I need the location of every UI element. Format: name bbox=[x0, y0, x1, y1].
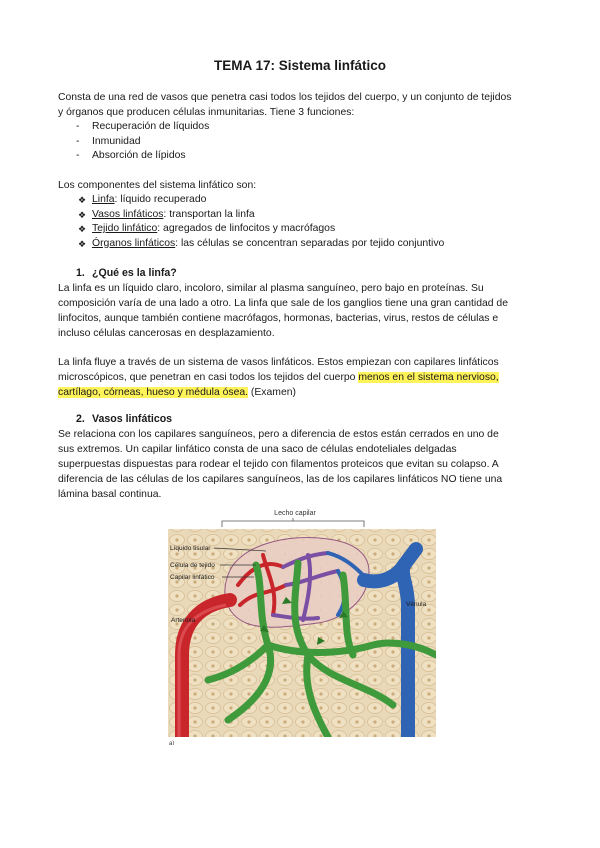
section-number: 1. bbox=[76, 267, 85, 279]
section-number: 2. bbox=[76, 413, 85, 425]
dash-marker: - bbox=[76, 150, 80, 161]
list-item-text: Inmunidad bbox=[92, 135, 141, 147]
figure-footer-area bbox=[168, 737, 436, 745]
diamond-bullet-icon: ❖ bbox=[78, 224, 87, 234]
components-list bbox=[58, 193, 444, 251]
paragraph-line bbox=[58, 385, 542, 400]
diamond-bullet-icon: ❖ bbox=[78, 195, 87, 205]
vessels-paragraph bbox=[58, 427, 542, 502]
intro-line: Consta de una red de vasos que penetra casi todos los tejidos del cuerpo, y un conjunto de tejidos bbox=[58, 92, 512, 103]
paragraph-line: lámina basal continua. bbox=[58, 489, 162, 500]
component-desc: : transportan la linfa bbox=[163, 208, 255, 220]
list-item-text: Absorción de lípidos bbox=[92, 150, 186, 161]
plain-text: microscópicos, que penetran en casi todos los tejidos del cuerpo bbox=[58, 372, 359, 383]
list-item bbox=[58, 135, 209, 150]
venule-label: Vénula bbox=[406, 601, 427, 608]
arteriole-label: Arteriola bbox=[171, 617, 196, 624]
component-desc: : las células se concentran separadas por tejido conjuntivo bbox=[175, 237, 445, 249]
paragraph-line: incluso células cancerosas en desplazamiento. bbox=[58, 328, 275, 339]
dash-marker: - bbox=[76, 135, 80, 147]
paragraph-line: composición varía de una lado a otro. La linfa que sale de los ganglios tiene una gran cantidad de bbox=[58, 298, 508, 309]
list-item bbox=[58, 208, 444, 223]
section-heading-2 bbox=[76, 413, 172, 425]
capillary-bed-label: Lecho capilar bbox=[274, 510, 316, 517]
section-title: Vasos linfáticos bbox=[92, 413, 173, 425]
figure-header-area bbox=[168, 505, 436, 529]
component-desc: : agregados de linfocitos y macrófagos bbox=[157, 223, 336, 234]
list-item bbox=[58, 193, 444, 208]
page-title: TEMA 17: Sistema linfático bbox=[213, 58, 387, 73]
capillary-bed-figure bbox=[168, 505, 436, 745]
tissue-cell-label: Célula de tejido bbox=[170, 562, 215, 569]
list-item bbox=[58, 222, 444, 237]
intro-line: y órganos que producen células inmunitarias. Tiene 3 funciones: bbox=[58, 107, 355, 118]
paragraph-line: La linfa fluye a través de un sistema de vasos linfáticos. Estos empiezan con capilares linfáticos bbox=[58, 357, 499, 368]
list-item-text: Recuperación de líquidos bbox=[92, 121, 210, 132]
section-heading-1 bbox=[76, 267, 177, 279]
list-item bbox=[58, 149, 209, 164]
paragraph-line: diferencia de las células de los capilares sanguíneos, las de los capilares linfáticos NO tiene una bbox=[58, 474, 503, 485]
lymph-flow-paragraph bbox=[58, 355, 542, 400]
component-term: Linfa bbox=[92, 194, 115, 205]
diamond-bullet-icon: ❖ bbox=[78, 238, 87, 249]
component-term: Órganos linfáticos bbox=[92, 237, 176, 249]
tissue-fluid-label: Líquido tisular bbox=[170, 545, 211, 552]
functions-list bbox=[58, 120, 209, 164]
paragraph-line: sus extremos. Un capilar linfático consta de una saco de células endoteliales delgadas bbox=[58, 444, 457, 455]
dash-marker: - bbox=[76, 121, 80, 132]
paragraph-line: Se relaciona con los capilares sanguíneos, pero a diferencia de estos están cerrados en uno de bbox=[58, 429, 499, 440]
lymph-paragraph bbox=[58, 281, 542, 341]
intro-paragraph bbox=[58, 90, 542, 120]
highlighted-text: menos en el sistema nervioso, bbox=[358, 372, 499, 383]
component-desc: : líquido recuperado bbox=[114, 194, 207, 205]
list-item bbox=[58, 237, 444, 252]
highlighted-text: cartílago, córneas, hueso y médula ósea. bbox=[58, 387, 249, 398]
component-term: Vasos linfáticos bbox=[92, 208, 164, 220]
diamond-bullet-icon: ❖ bbox=[78, 209, 87, 220]
panel-label: a) bbox=[169, 741, 175, 745]
components-intro: Los componentes del sistema linfático son: bbox=[58, 180, 257, 191]
venule-trunk bbox=[403, 565, 408, 737]
section-title: ¿Qué es la linfa? bbox=[92, 267, 177, 279]
component-term: Tejido linfático bbox=[92, 223, 158, 234]
exam-note: (Examen) bbox=[248, 387, 296, 398]
paragraph-line bbox=[58, 370, 542, 385]
paragraph-line: La linfa es un líquido claro, incoloro, similar al plasma sanguíneo, pero bajo en proteínas. Su bbox=[58, 283, 484, 294]
paragraph-line: linfocitos, aunque también contiene macrófagos, hormonas, bacterias, virus, restos de células e bbox=[58, 313, 499, 324]
lymph-capillary-label: Capilar linfático bbox=[170, 574, 215, 581]
paragraph-line: superpuestas dispuestas para rodear el tejido con filamentos proteicos que evitan su colapso. A bbox=[58, 459, 499, 470]
list-item bbox=[58, 120, 209, 135]
